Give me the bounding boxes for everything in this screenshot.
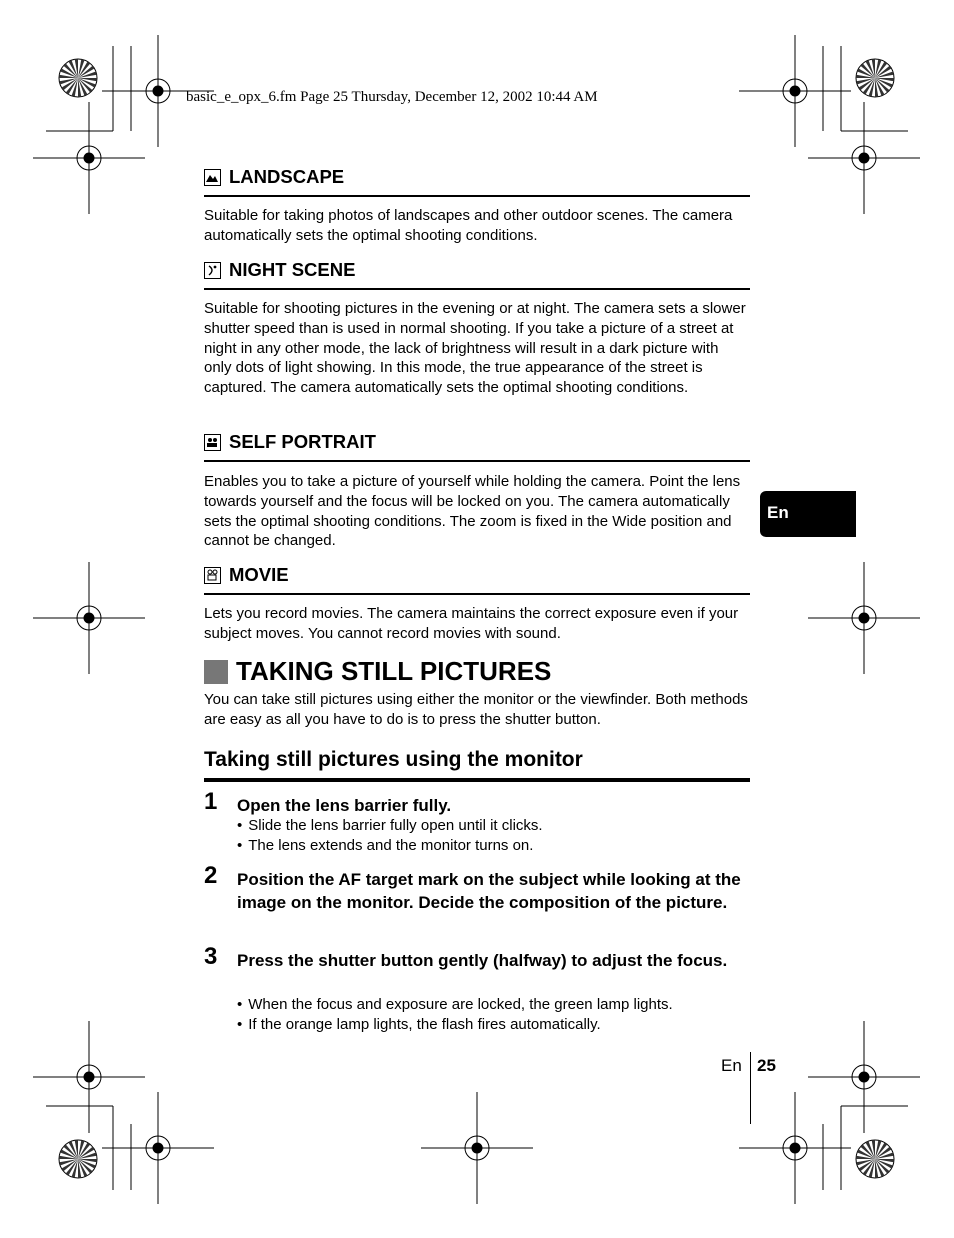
file-info-header: basic_e_opx_6.fm Page 25 Thursday, December 12, 2002 10:44 AM	[186, 89, 598, 105]
landscape-icon	[204, 169, 221, 186]
section-self-portrait-body: Enables you to take a picture of yourself while holding the camera. Point the lens towards yourself and the focus will be locked on you. The camera automatically sets the optimal shooting conditions. The zoom is fixed in the Wide position and cannot be changed.	[204, 473, 741, 550]
heading-bar-icon	[204, 660, 228, 684]
crosshair-icon	[808, 1021, 920, 1133]
step-text: Position the AF target mark on the subject while looking at the image on the monitor. Decide the composition of the picture.	[237, 870, 741, 912]
subheading: Taking still pictures using the monitor	[204, 748, 750, 782]
main-heading	[204, 656, 551, 687]
section-movie-body: Lets you record movies. The camera maintains the correct exposure even if your subject moves. You cannot record movies with sound.	[204, 605, 739, 642]
crosshair-icon	[739, 35, 851, 147]
crosshair-icon	[33, 1021, 145, 1133]
footer-divider	[750, 1052, 751, 1124]
crosshair-icon	[102, 1092, 214, 1204]
list-item: • The lens extends and the monitor turns on.	[237, 837, 533, 854]
section-landscape-body: Suitable for taking photos of landscapes and other outdoor scenes. The camera automatically sets the optimal shooting conditions.	[204, 207, 733, 244]
movie-icon	[204, 567, 221, 584]
step-number: 2	[204, 862, 218, 889]
main-heading-title: TAKING STILL PICTURES	[236, 656, 552, 686]
section-title: SELF PORTRAIT	[229, 431, 376, 452]
step-text: Press the shutter button gently (halfway) to adjust the focus.	[237, 951, 728, 970]
step-number: 3	[204, 943, 218, 970]
starburst-target-icon	[856, 59, 894, 97]
language-side-tab: En	[760, 491, 856, 537]
crosshair-icon	[808, 102, 920, 214]
crosshair-icon	[421, 1092, 533, 1204]
crosshair-icon	[808, 562, 920, 674]
page-number: 25	[757, 1056, 776, 1075]
list-item: • When the focus and exposure are locked, the green lamp lights.	[237, 996, 673, 1013]
step-number: 1	[204, 788, 218, 815]
night-scene-icon	[204, 262, 221, 279]
section-landscape-heading	[204, 166, 750, 197]
section-movie-heading	[204, 564, 750, 595]
section-title: LANDSCAPE	[229, 166, 345, 187]
list-item: • Slide the lens barrier fully open until it clicks.	[237, 817, 543, 834]
section-night-scene-heading	[204, 259, 750, 290]
footer-language: En	[721, 1056, 742, 1075]
self-portrait-icon	[204, 434, 221, 451]
starburst-target-icon	[59, 59, 97, 97]
starburst-target-icon	[856, 1140, 894, 1178]
crosshair-icon	[739, 1092, 851, 1204]
crosshair-icon	[33, 102, 145, 214]
section-title: NIGHT SCENE	[229, 259, 356, 280]
section-night-scene-body: Suitable for shooting pictures in the evening or at night. The camera sets a slower shutter speed than is used in normal shooting. If you take a picture of a street at night in any other mode, the lack of brightness will result in a dark picture with only dots of light showing. In this mode, the true appearance of the street is captured. The camera automatically sets the optimal shooting conditions.	[204, 300, 746, 397]
section-title: MOVIE	[229, 564, 289, 585]
starburst-target-icon	[59, 1140, 97, 1178]
crosshair-icon	[33, 562, 145, 674]
section-self-portrait-heading	[204, 431, 750, 462]
main-heading-intro: You can take still pictures using either the monitor or the viewfinder. Both methods are easy as all you have to do is to press the shutter button.	[204, 691, 748, 728]
list-item: • If the orange lamp lights, the flash fires automatically.	[237, 1016, 601, 1033]
step-text: Open the lens barrier fully.	[237, 796, 452, 815]
